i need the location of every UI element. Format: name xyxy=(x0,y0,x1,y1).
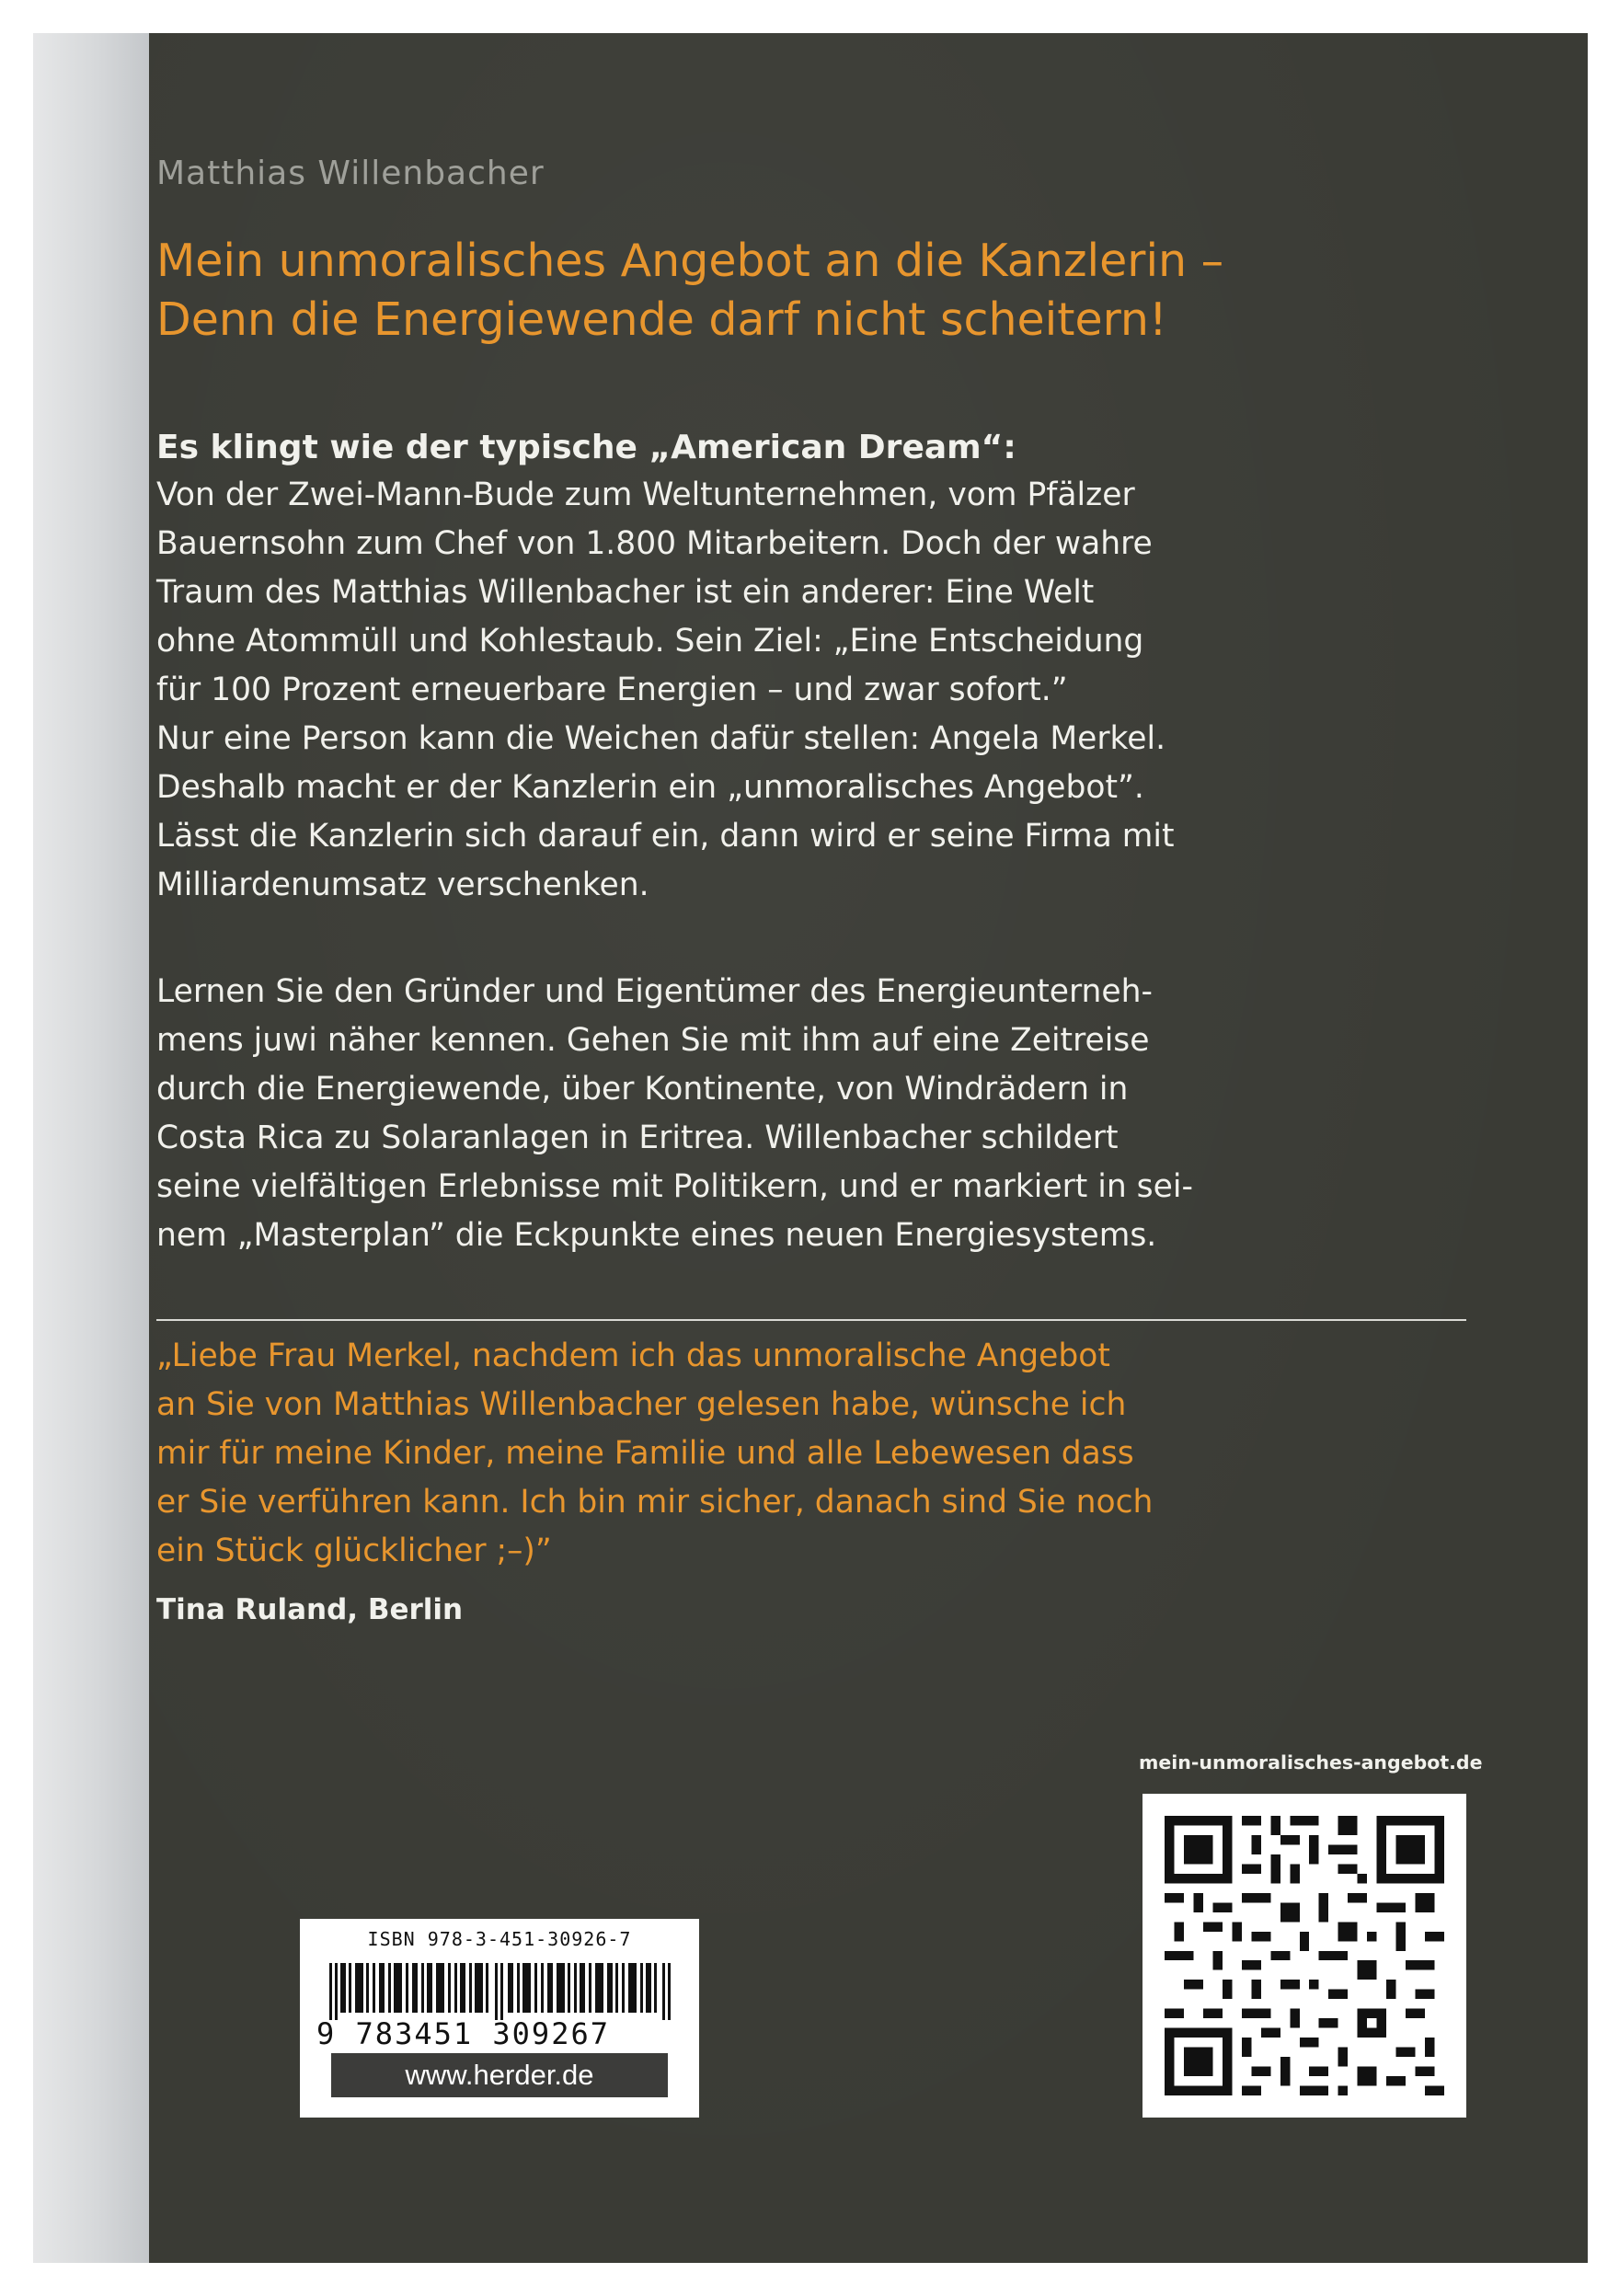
blurb-line: Traum des Matthias Willenbacher ist ein anderer: Eine Welt xyxy=(156,574,1095,611)
blurb-line: Nur eine Person kann die Weichen dafür stellen: Angela Merkel. xyxy=(156,720,1166,757)
blurb-section xyxy=(156,425,1444,910)
quote-line: „Liebe Frau Merkel, nachdem ich das unmoralische Angebot xyxy=(156,1337,1110,1374)
website-label: mein-unmoralisches-angebot.de xyxy=(1139,1751,1483,1774)
quote-line: ein Stück glücklicher ;–)” xyxy=(156,1533,552,1569)
blurb-heading: Es klingt wie der typische „American Dream“: xyxy=(156,429,1016,466)
book-spine-edge xyxy=(33,33,149,2263)
paragraph-line: seine vielfältigen Erlebnisse mit Politikern, und er markiert in sei- xyxy=(156,1168,1193,1205)
isbn-barcode xyxy=(300,1919,699,2118)
blurb-line: Deshalb macht er der Kanzlerin ein „unmoralisches Angebot”. xyxy=(156,769,1144,806)
book-title xyxy=(156,232,1444,350)
paragraph-line: Costa Rica zu Solaranlagen in Eritrea. Willenbacher schildert xyxy=(156,1119,1119,1156)
qr-code[interactable] xyxy=(1142,1794,1466,2118)
quote-attribution: Tina Ruland, Berlin xyxy=(156,1593,464,1626)
quote-line: an Sie von Matthias Willenbacher gelesen habe, wünsche ich xyxy=(156,1386,1127,1423)
barcode-icon xyxy=(329,1963,672,2020)
quote-line: mir für meine Kinder, meine Familie und alle Lebewesen dass xyxy=(156,1435,1134,1472)
blurb-line: Bauernsohn zum Chef von 1.800 Mitarbeitern. Doch der wahre xyxy=(156,525,1153,562)
paragraph-line: Lernen Sie den Gründer und Eigentümer des Energieunterneh- xyxy=(156,973,1153,1010)
ean-digits: 9 783451 309267 xyxy=(316,2016,610,2051)
paragraph-line: mens juwi näher kennen. Gehen Sie mit ihm auf eine Zeitreise xyxy=(156,1022,1150,1059)
blurb-line: Von der Zwei-Mann-Bude zum Weltunternehmen, vom Pfälzer xyxy=(156,476,1135,513)
title-line: Denn die Energiewende darf nicht scheitern! xyxy=(156,293,1167,346)
paragraph-line: durch die Energiewende, über Kontinente, von Windrädern in xyxy=(156,1071,1129,1108)
divider-rule xyxy=(156,1319,1466,1321)
title-line: Mein unmoralisches Angebot an die Kanzlerin – xyxy=(156,235,1224,287)
paragraph-line: nem „Masterplan” die Eckpunkte eines neuen Energiesystems. xyxy=(156,1217,1157,1254)
author-name: Matthias Willenbacher xyxy=(156,155,545,192)
testimonial-quote xyxy=(156,1332,1472,1576)
blurb-line: ohne Atommüll und Kohlestaub. Sein Ziel: „Eine Entscheidung xyxy=(156,623,1144,660)
isbn-number: ISBN 978-3-451-30926-7 xyxy=(367,1928,632,1950)
second-paragraph xyxy=(156,968,1444,1260)
qr-code-icon xyxy=(1165,1816,1444,2095)
publisher-url: www.herder.de xyxy=(331,2053,668,2097)
blurb-line: Milliardenumsatz verschenken. xyxy=(156,867,649,903)
blurb-line: Lässt die Kanzlerin sich darauf ein, dann wird er seine Firma mit xyxy=(156,818,1175,855)
blurb-line: für 100 Prozent erneuerbare Energien – und zwar sofort.” xyxy=(156,672,1068,708)
quote-line: er Sie verführen kann. Ich bin mir sicher, danach sind Sie noch xyxy=(156,1484,1154,1521)
